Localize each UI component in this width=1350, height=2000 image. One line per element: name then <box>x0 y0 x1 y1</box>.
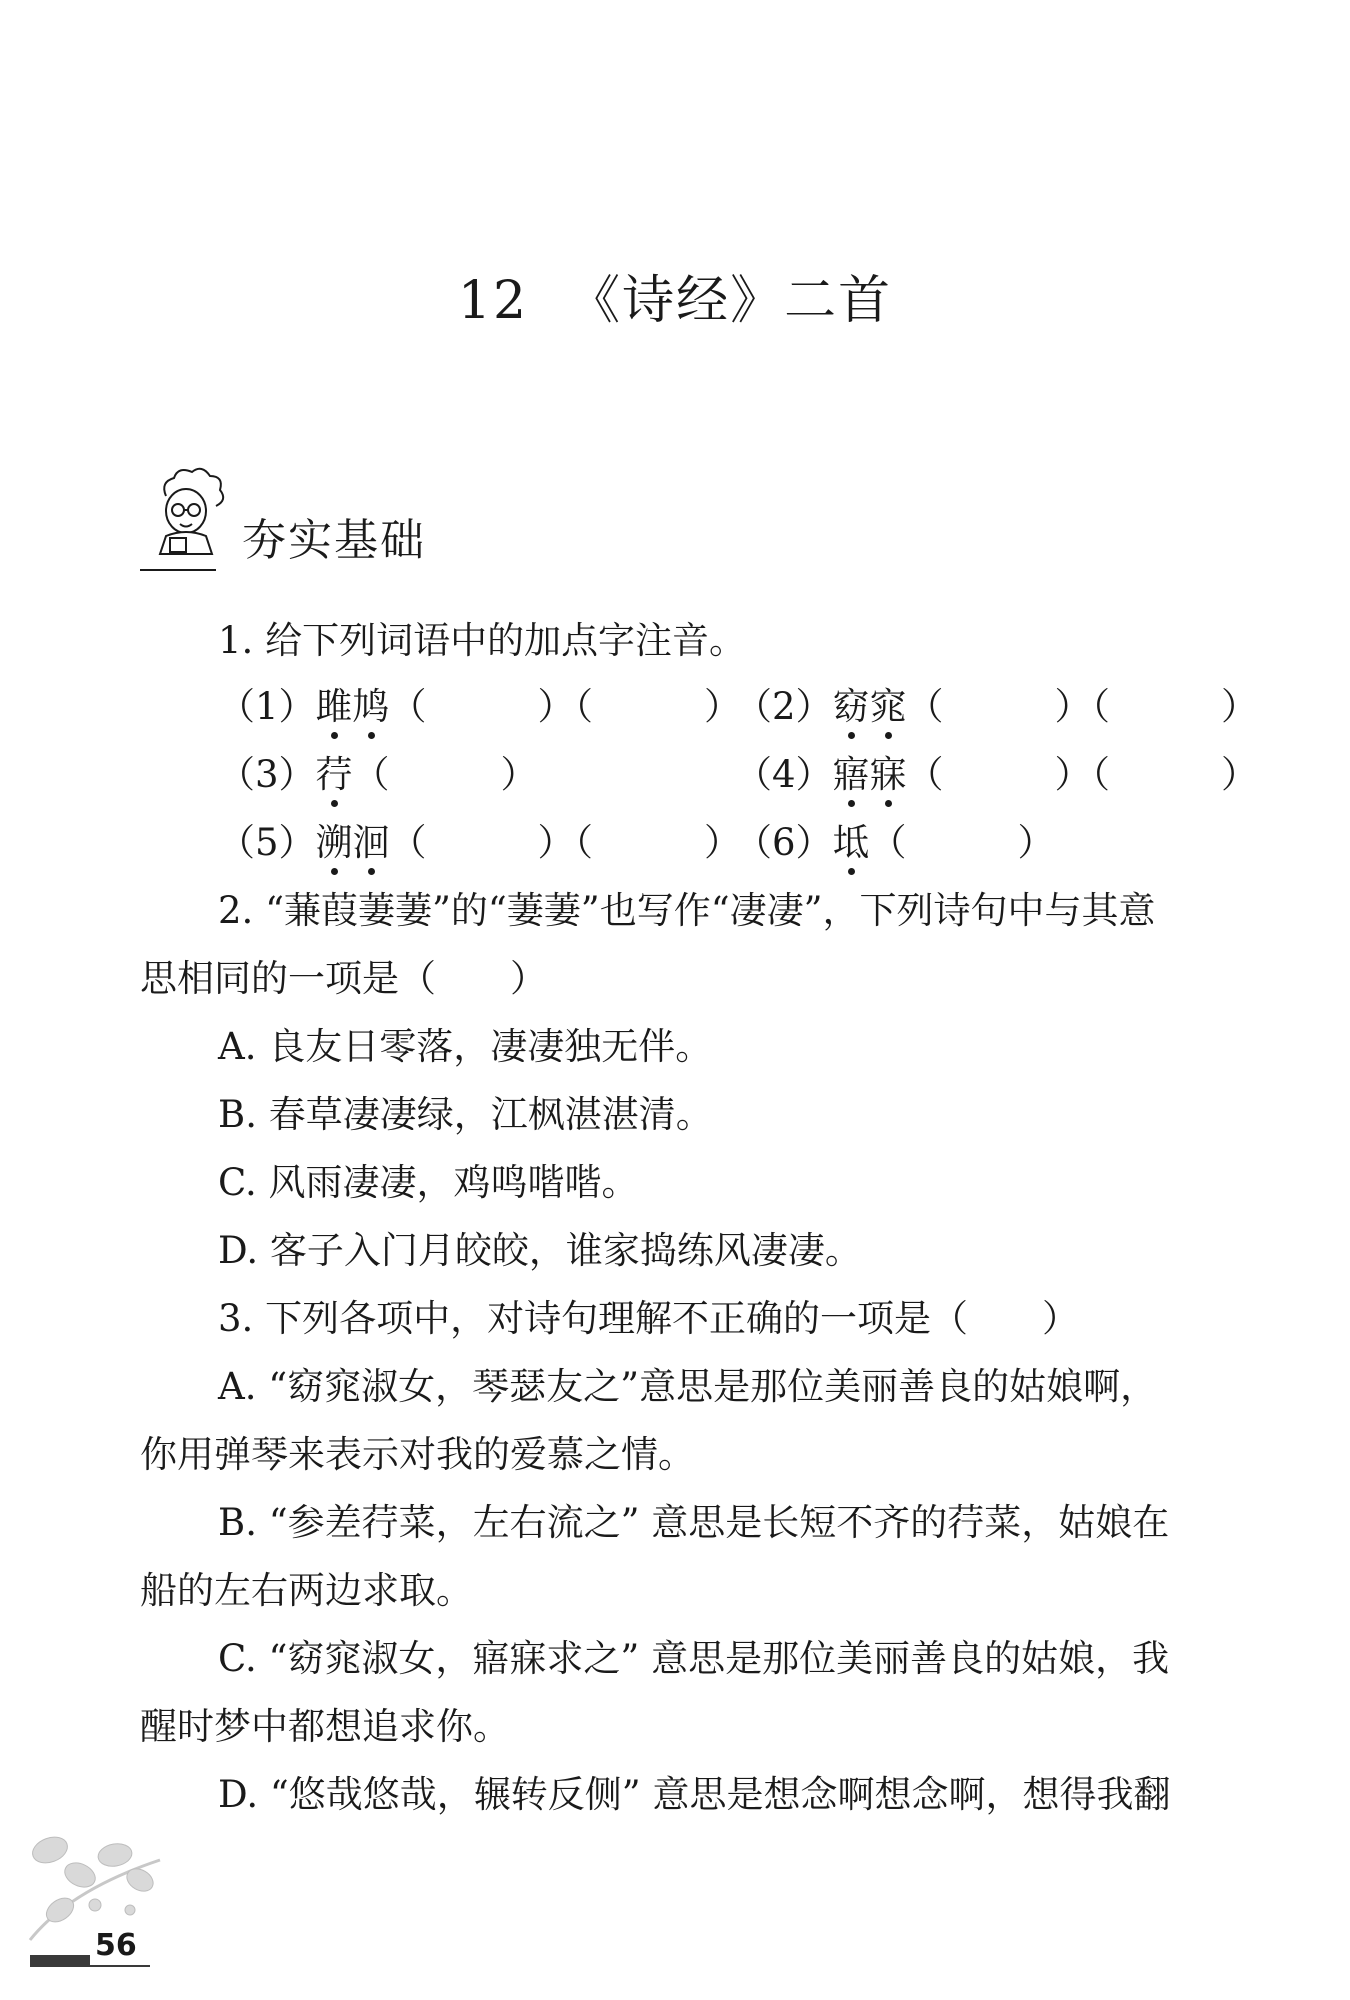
q3-option-c-line-1: C. “窈窕淑女，寤寐求之” 意思是那位美丽善良的姑娘，我 <box>218 1637 1170 1680</box>
dotted-word <box>833 753 907 796</box>
q3-option-b-line-2: 船的左右两边求取。 <box>140 1569 473 1612</box>
q1-item-1 <box>218 685 742 728</box>
question-1-stem: 1. 给下列词语中的加点字注音。 <box>218 619 747 662</box>
answer-blanks[interactable]: （ ）（ ） <box>389 821 742 864</box>
answer-blanks[interactable]: （ ） <box>352 753 538 796</box>
q1-item-2 <box>735 685 1259 728</box>
dotted-char: 鸠 <box>352 685 390 728</box>
dotted-word: 荇 <box>315 753 353 796</box>
dotted-word: 坻 <box>832 821 870 864</box>
item-label: （2） <box>735 685 833 728</box>
dotted-char: 雎 <box>315 685 353 728</box>
section-header <box>136 466 556 576</box>
q3-option-c-line-2: 醒时梦中都想追求你。 <box>140 1705 510 1748</box>
lesson-title <box>0 258 1350 333</box>
question-3-stem: 3. 下列各项中，对诗句理解不正确的一项是（ ） <box>218 1297 1080 1340</box>
q1-item-3 <box>218 753 538 796</box>
answer-blanks[interactable]: （ ）（ ） <box>389 685 742 728</box>
item-label: （6） <box>735 821 833 864</box>
question-2-stem-line-1: 2. “蒹葭萋萋”的“萋萋”也写作“凄凄”，下列诗句中与其意 <box>218 889 1156 932</box>
q2-option-d: D. 客子入门月皎皎，谁家捣练风凄凄。 <box>218 1229 862 1272</box>
dotted-char: 窕 <box>869 685 907 728</box>
reading-student-mascot-icon <box>136 466 246 576</box>
q3-option-a-line-2: 你用弹琴来表示对我的爱慕之情。 <box>140 1433 695 1476</box>
dotted-char: 窈 <box>832 685 870 728</box>
page-number-rule <box>30 1965 150 1967</box>
dotted-word <box>316 685 390 728</box>
dotted-char: 寤 <box>832 753 870 796</box>
q1-item-4 <box>735 753 1259 796</box>
item-label: （4） <box>735 753 833 796</box>
item-label: （1） <box>218 685 316 728</box>
section-title: 夯实基础 <box>242 515 426 566</box>
item-label: （5） <box>218 821 316 864</box>
q2-option-b: B. 春草凄凄绿，江枫湛湛清。 <box>218 1093 713 1136</box>
q3-option-a-line-1: A. “窈窕淑女，琴瑟友之”意思是那位美丽善良的姑娘啊， <box>218 1365 1158 1408</box>
q2-option-c: C. 风雨凄凄，鸡鸣喈喈。 <box>218 1161 639 1204</box>
answer-blanks[interactable]: （ ）（ ） <box>906 685 1259 728</box>
question-2-stem-line-2: 思相同的一项是（ ） <box>140 957 547 1000</box>
page-number: 56 <box>95 1928 137 1963</box>
q3-option-b-line-1: B. “参差荇菜，左右流之” 意思是长短不齐的荇菜，姑娘在 <box>218 1501 1170 1544</box>
dotted-word <box>316 821 390 864</box>
answer-blanks[interactable]: （ ）（ ） <box>906 753 1259 796</box>
lesson-name: 《诗经》二首 <box>568 271 893 331</box>
dotted-char: 溯 <box>315 821 353 864</box>
q3-option-d-line-1: D. “悠哉悠哉，辗转反侧” 意思是想念啊想念啊，想得我翻 <box>218 1773 1171 1816</box>
q1-item-6 <box>735 821 1055 864</box>
dotted-char: 洄 <box>352 821 390 864</box>
answer-blanks[interactable]: （ ） <box>869 821 1055 864</box>
q1-item-5 <box>218 821 742 864</box>
item-label: （3） <box>218 753 316 796</box>
dotted-char: 寐 <box>869 753 907 796</box>
dotted-word <box>833 685 907 728</box>
lesson-number: 12 <box>457 271 529 331</box>
q2-option-a: A. 良友日零落，凄凄独无伴。 <box>218 1025 713 1068</box>
